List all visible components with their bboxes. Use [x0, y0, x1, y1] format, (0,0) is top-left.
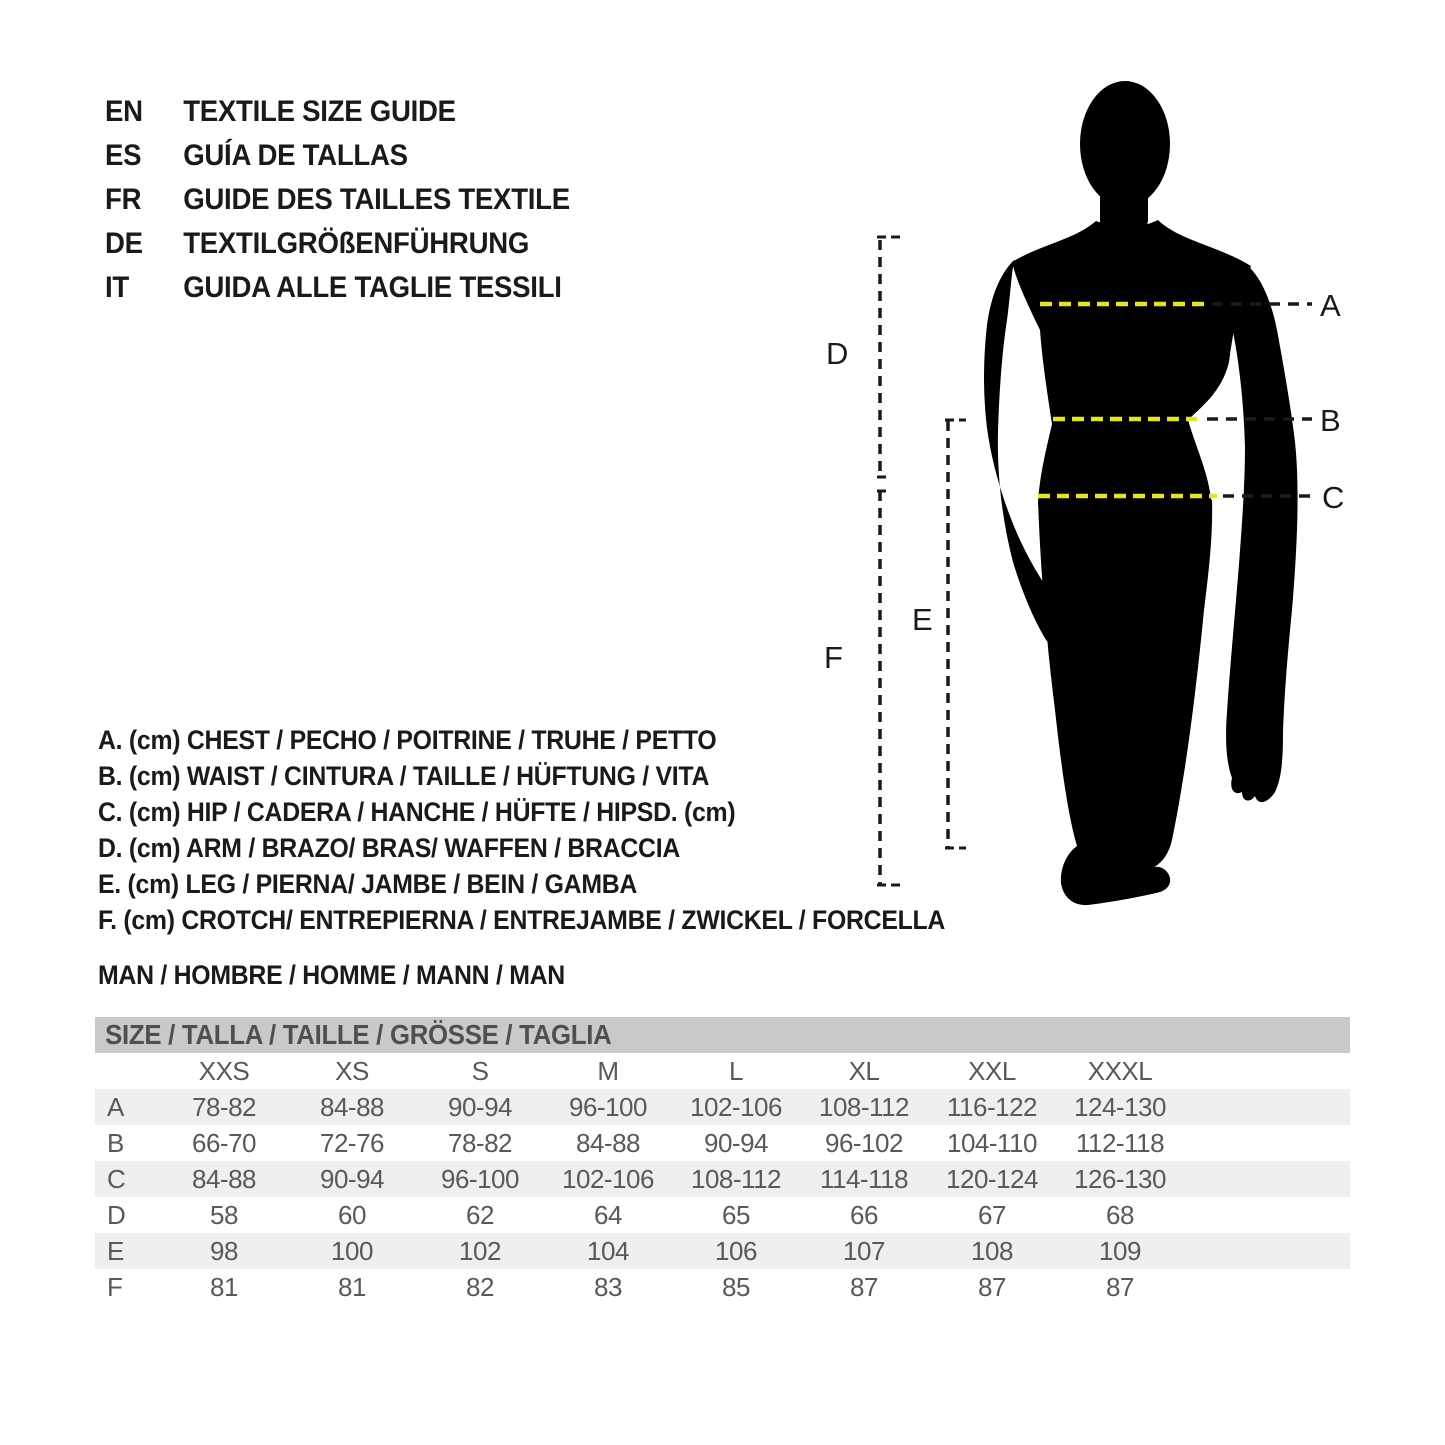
silhouette-neck: [1100, 186, 1148, 230]
measure-label-chest: A: [1320, 288, 1341, 323]
lang-code: EN: [105, 95, 143, 128]
cell-value: 78-82: [192, 1091, 256, 1122]
cell-value: 120-124: [946, 1163, 1038, 1194]
cell-value: 107: [843, 1235, 885, 1266]
table-row-a: [95, 1089, 1350, 1125]
cell-value: 90-94: [320, 1163, 384, 1194]
column-header-xs: XS: [335, 1055, 369, 1086]
measure-label-hip: C: [1322, 480, 1345, 515]
cell-value: 114-118: [819, 1163, 909, 1194]
cell-value: 108: [971, 1235, 1013, 1266]
cell-value: 104: [587, 1235, 629, 1266]
table-row-c: [95, 1161, 1350, 1197]
size-table: [95, 1017, 1350, 1305]
cell-value: 81: [338, 1271, 366, 1302]
column-header-xl: XL: [848, 1055, 880, 1086]
column-header-m: M: [597, 1055, 619, 1086]
table-row-f: [95, 1269, 1350, 1305]
cell-value: 116-122: [947, 1091, 1037, 1122]
cell-value: 62: [466, 1199, 494, 1230]
cell-value: 67: [978, 1199, 1006, 1230]
measure-label-arm: D: [826, 336, 849, 371]
legend-item-arm: D. (cm) ARM / BRAZO/ BRAS/ WAFFEN / BRACCIA: [98, 833, 680, 863]
cell-value: 83: [594, 1271, 622, 1302]
cell-value: 112-118: [1075, 1127, 1165, 1158]
row-label: D: [107, 1199, 126, 1230]
table-row-d: [95, 1197, 1350, 1233]
cell-value: 82: [466, 1271, 494, 1302]
legend-item-waist: B. (cm) WAIST / CINTURA / TAILLE / HÜFTUNG / VITA: [98, 761, 710, 791]
cell-value: 87: [850, 1271, 878, 1302]
row-label: E: [107, 1235, 124, 1266]
cell-value: 124-130: [1074, 1091, 1166, 1122]
cell-value: 72-76: [320, 1127, 384, 1158]
cell-value: 102-106: [690, 1091, 782, 1122]
cell-value: 96-102: [825, 1127, 903, 1158]
cell-value: 84-88: [576, 1127, 640, 1158]
cell-value: 100: [331, 1235, 373, 1266]
cell-value: 96-100: [441, 1163, 519, 1194]
legend-item-leg: E. (cm) LEG / PIERNA/ JAMBE / BEIN / GAMBA: [98, 869, 638, 899]
lang-title: GUÍA DE TALLAS: [183, 139, 408, 172]
lang-title: GUIDE DES TAILLES TEXTILE: [183, 183, 570, 216]
silhouette-legs: [1038, 500, 1212, 905]
cell-value: 87: [1106, 1271, 1134, 1302]
cell-value: 87: [978, 1271, 1006, 1302]
column-header-xxl: XXL: [968, 1055, 1016, 1086]
cell-value: 85: [722, 1271, 750, 1302]
row-label: B: [107, 1127, 124, 1158]
silhouette-torso: [1012, 220, 1251, 505]
measure-label-waist: B: [1320, 403, 1341, 438]
cell-value: 96-100: [569, 1091, 647, 1122]
table-row-b: [95, 1125, 1350, 1161]
category-line-man: MAN / HOMBRE / HOMME / MANN / MAN: [98, 960, 565, 990]
man-silhouette: [984, 81, 1298, 905]
legend-item-hip: C. (cm) HIP / CADERA / HANCHE / HÜFTE / HIPSD. (cm): [98, 797, 736, 827]
silhouette-right-arm: [1226, 264, 1298, 802]
lang-title: TEXTILGRÖßENFÜHRUNG: [183, 227, 530, 260]
cell-value: 108-112: [691, 1163, 781, 1194]
size-table-header-text: SIZE / TALLA / TAILLE / GRÖSSE / TAGLIA: [105, 1019, 612, 1050]
measurement-legend: [98, 722, 945, 938]
cell-value: 64: [594, 1199, 622, 1230]
column-header-xxxl: XXXL: [1087, 1055, 1153, 1086]
measure-label-crotch: F: [824, 640, 843, 675]
measure-label-leg: E: [912, 602, 933, 637]
cell-value: 58: [210, 1199, 238, 1230]
cell-value: 102-106: [562, 1163, 654, 1194]
cell-value: 108-112: [819, 1091, 909, 1122]
lang-code: DE: [105, 227, 143, 260]
cell-value: 78-82: [448, 1127, 512, 1158]
size-column-header-row: [95, 1053, 1350, 1089]
cell-value: 66: [850, 1199, 878, 1230]
row-label: F: [107, 1271, 123, 1302]
cell-value: 90-94: [448, 1091, 512, 1122]
lang-code: ES: [105, 139, 142, 172]
column-header-xxs: XXS: [198, 1055, 250, 1086]
lang-title: GUIDA ALLE TAGLIE TESSILI: [183, 271, 562, 304]
cell-value: 81: [210, 1271, 238, 1302]
column-header-s: S: [471, 1055, 489, 1086]
cell-value: 66-70: [192, 1127, 256, 1158]
cell-value: 90-94: [704, 1127, 768, 1158]
row-label: C: [107, 1163, 126, 1194]
cell-value: 68: [1106, 1199, 1134, 1230]
cell-value: 102: [459, 1235, 501, 1266]
cell-value: 65: [722, 1199, 750, 1230]
cell-value: 109: [1099, 1235, 1141, 1266]
lang-title: TEXTILE SIZE GUIDE: [183, 95, 456, 128]
cell-value: 98: [210, 1235, 238, 1266]
row-label: A: [107, 1091, 124, 1122]
cell-value: 84-88: [320, 1091, 384, 1122]
size-table-header-bar: [95, 1017, 1350, 1053]
table-row-e: [95, 1233, 1350, 1269]
column-header-l: L: [729, 1055, 743, 1086]
cell-value: 104-110: [947, 1127, 1037, 1158]
lang-code: FR: [105, 183, 142, 216]
cell-value: 84-88: [192, 1163, 256, 1194]
cell-value: 126-130: [1074, 1163, 1166, 1194]
legend-item-chest: A. (cm) CHEST / PECHO / POITRINE / TRUHE / PETTO: [98, 725, 717, 755]
cell-value: 106: [715, 1235, 757, 1266]
cell-value: 60: [338, 1199, 366, 1230]
legend-item-crotch: F. (cm) CROTCH/ ENTREPIERNA / ENTREJAMBE / ZWICKEL / FORCELLA: [98, 905, 946, 935]
lang-code: IT: [105, 271, 129, 304]
